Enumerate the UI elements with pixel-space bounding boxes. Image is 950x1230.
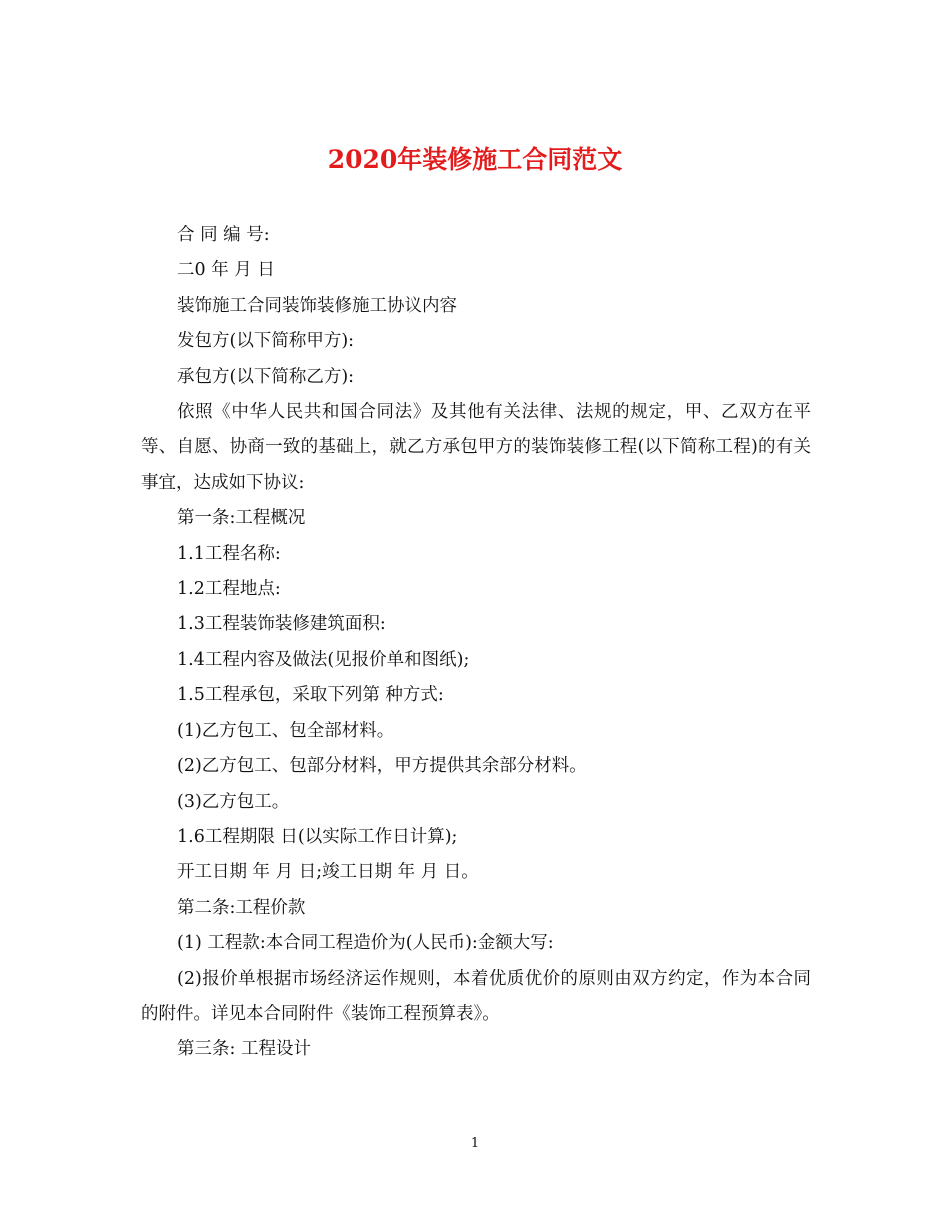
paragraph-subject: 装饰施工合同装饰装修施工协议内容 — [177, 295, 457, 316]
paragraph-start-end-dates: 开工日期 年 月 日;竣工日期 年 月 日。 — [177, 862, 479, 883]
paragraph-contract-number: 合 同 编 号: — [177, 225, 270, 245]
paragraph-1-1: 1.1工程名称: — [177, 543, 281, 564]
paragraph-party-b: 承包方(以下简称乙方): — [177, 366, 355, 387]
paragraph-preamble: 依照《中华人民共和国合同法》及其他有关法律、法规的规定，甲、乙双方在平等、自愿、协商一致的基础上，就乙方承包甲方的装饰装修工程(以下简称工程)的有关事宜，达成如下协议: — [141, 402, 811, 493]
paragraph-option-2: (2)乙方包工、包部分材料，甲方提供其余部分材料。 — [177, 756, 587, 777]
document-title: 2020年装修施工合同范文 — [327, 145, 623, 174]
page-number: 1 — [470, 1136, 480, 1151]
paragraph-date: 二0 年 月 日 — [177, 260, 275, 281]
paragraph-option-3: (3)乙方包工。 — [177, 791, 290, 812]
paragraph-article-1-heading: 第一条:工程概况 — [177, 508, 306, 529]
paragraph-1-5: 1.5工程承包，采取下列第 种方式: — [177, 685, 444, 706]
paragraph-article-2-heading: 第二条:工程价款 — [177, 897, 306, 918]
paragraph-1-6: 1.6工程期限 日(以实际工作日计算); — [177, 826, 458, 847]
paragraph-price-1: (1) 工程款:本合同工程造价为(人民币):金额大写: — [177, 933, 554, 954]
document-body — [141, 218, 811, 1068]
paragraph-price-2: (2)报价单根据市场经济运作规则，本着优质优价的原则由双方约定，作为本合同的附件。详见本合同附件《装饰工程预算表》。 — [141, 968, 811, 1024]
paragraph-party-a: 发包方(以下简称甲方): — [177, 331, 355, 352]
paragraph-article-3-heading: 第三条: 工程设计 — [177, 1039, 311, 1060]
paragraph-1-3: 1.3工程装饰装修建筑面积: — [177, 614, 386, 635]
paragraph-option-1: (1)乙方包工、包全部材料。 — [177, 720, 395, 741]
paragraph-1-2: 1.2工程地点: — [177, 579, 281, 600]
paragraph-1-4: 1.4工程内容及做法(见报价单和图纸); — [177, 649, 470, 670]
